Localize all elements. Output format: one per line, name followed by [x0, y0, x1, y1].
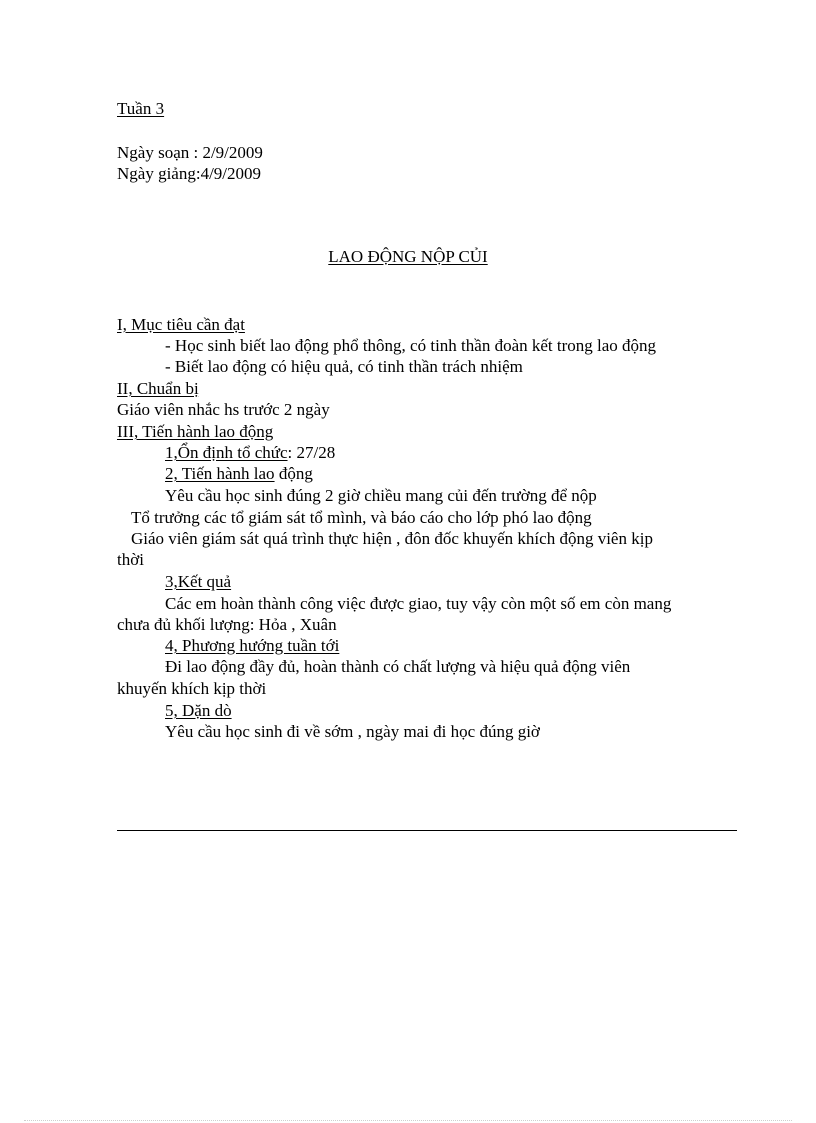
sub-4-heading: 4, Phương hướng tuần tới	[165, 636, 340, 655]
sub-3-heading: 3,Kết quả	[165, 572, 232, 591]
sub-3-line-1: Các em hoàn thành công việc được giao, tuy vậy còn một số em còn mang	[165, 594, 672, 613]
section-1-heading: I, Mục tiêu cần đạt	[117, 315, 245, 334]
section-1-item-2: - Biết lao động có hiệu quả, có tinh thần trách nhiệm	[165, 357, 523, 376]
section-3-heading: III, Tiến hành lao động	[117, 422, 274, 441]
sub-2-line-4: thời	[117, 550, 144, 569]
sub-2-line-3: Giáo viên giám sát quá trình thực hiện , đôn đốc khuyến khích động viên kịp	[131, 529, 653, 548]
sub-2-heading: 2, Tiến hành lao	[165, 464, 275, 483]
sub-2-line-2: Tổ trưởng các tổ giám sát tổ mình, và báo cáo cho lớp phó lao động	[131, 508, 592, 527]
sub-4-line-1: Đi lao động đầy đủ, hoàn thành có chất lượng và hiệu quả động viên	[165, 657, 631, 676]
sub-2-line-1: Yêu cầu học sinh đúng 2 giờ chiều mang củi đến trường để nộp	[165, 486, 597, 505]
sub-3-line-2: chưa đủ khối lượng: Hỏa , Xuân	[117, 615, 337, 634]
sub-4-line-2: khuyến khích kịp thời	[117, 679, 267, 698]
section-2-text: Giáo viên nhắc hs trước 2 ngày	[117, 400, 330, 419]
sub-2-heading-line	[165, 463, 313, 484]
document-title: LAO ĐỘNG NỘP CỦI	[328, 247, 488, 266]
sub-5-line-1: Yêu cầu học sinh đi về sớm , ngày mai đi học đúng giờ	[165, 722, 540, 741]
sub-2-heading-tail: động	[274, 464, 313, 483]
week-label: Tuần 3	[117, 99, 165, 118]
horizontal-rule	[117, 830, 737, 831]
sub-1-value: : 27/28	[287, 443, 336, 462]
sub-1-line	[165, 442, 335, 463]
section-2-heading: II, Chuẩn bị	[117, 379, 199, 398]
section-1-item-1: - Học sinh biết lao động phổ thông, có tinh thần đoàn kết trong lao động	[165, 336, 657, 355]
page-bottom-border	[24, 1120, 792, 1121]
prep-date: Ngày soạn : 2/9/2009	[117, 143, 263, 162]
sub-1-heading: 1,Ổn định tổ chức	[165, 443, 288, 462]
sub-5-heading: 5, Dặn dò	[165, 701, 232, 720]
teach-date: Ngày giảng:4/9/2009	[117, 164, 262, 183]
